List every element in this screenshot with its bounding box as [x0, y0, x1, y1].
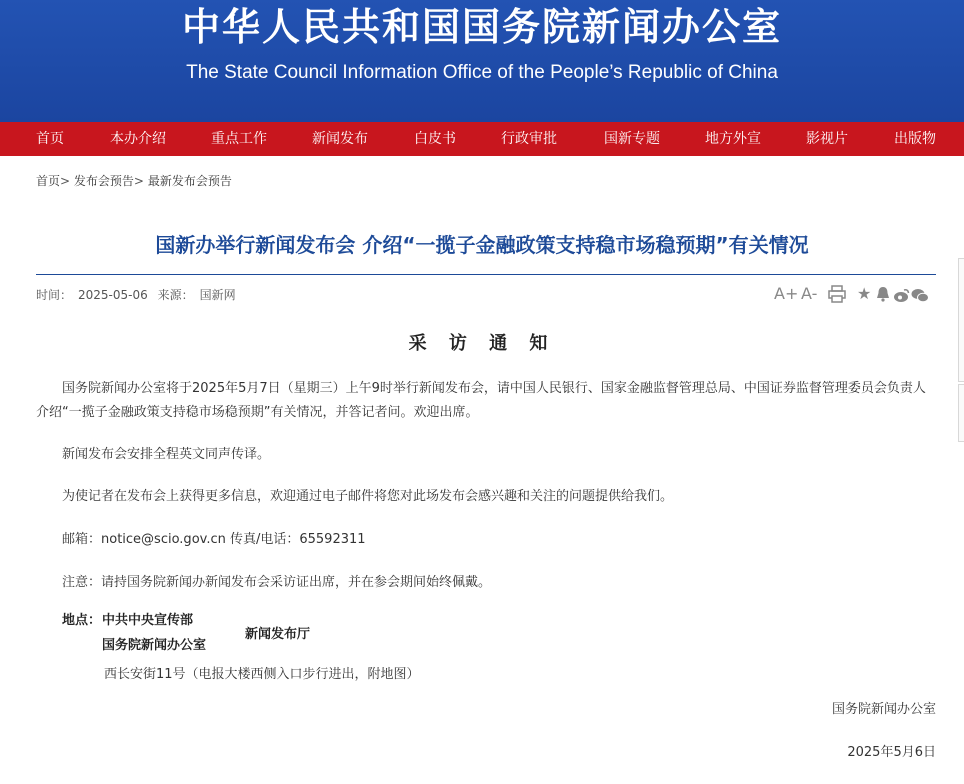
- notice-heading: 采 访 通 知: [408, 333, 556, 354]
- nav-item-admin-approval[interactable]: 行政审批: [501, 131, 557, 147]
- nav-item-films[interactable]: 影视片: [806, 131, 848, 147]
- location-label: 地点：: [62, 613, 102, 628]
- breadcrumb-separator: >: [60, 174, 71, 188]
- nav-item-white-papers[interactable]: 白皮书: [414, 131, 456, 147]
- source-label: 来源：: [157, 288, 194, 302]
- location-hall: 新闻发布厅: [245, 627, 311, 642]
- nav-item-publications[interactable]: 出版物: [894, 131, 936, 147]
- time-value: 2025-05-06: [78, 288, 148, 302]
- breadcrumb-press-preview[interactable]: 发布会预告: [73, 174, 134, 188]
- site-banner: [0, 0, 964, 122]
- source-value: 国新网: [199, 288, 236, 302]
- location-address: 西长安街11号（电报大楼西侧入口步行进出，附地图）: [104, 667, 420, 682]
- breadcrumb-home[interactable]: 首页: [36, 174, 61, 188]
- nav-item-press-release[interactable]: 新闻发布: [312, 131, 368, 147]
- attention-paragraph: 注意：请持国务院新闻办新闻发布会采访证出席，并在参会期间始终佩戴。: [62, 575, 492, 590]
- nav-item-key-work[interactable]: 重点工作: [211, 131, 267, 147]
- time-label: 时间：: [36, 288, 73, 302]
- wechat-icon[interactable]: [911, 286, 929, 310]
- site-title-cn: 中华人民共和国国务院新闻办公室: [181, 5, 782, 49]
- article-tools: [772, 282, 932, 306]
- star-icon[interactable]: ★: [857, 284, 872, 303]
- breadcrumb-separator: >: [133, 174, 144, 188]
- nav-item-about[interactable]: 本办介绍: [110, 131, 166, 147]
- location-org-1: 中共中央宣传部: [102, 613, 194, 628]
- breadcrumb: [36, 172, 232, 190]
- article-meta: [36, 286, 242, 304]
- nav-item-home[interactable]: 首页: [36, 131, 64, 147]
- article-title: 国新办举行新闻发布会 介绍“一揽子金融政策支持稳市场稳预期”有关情况: [155, 233, 809, 257]
- signature-date: 2025年5月6日: [847, 745, 936, 760]
- title-divider: [36, 274, 936, 275]
- nav-item-special-topics[interactable]: 国新专题: [604, 131, 660, 147]
- weibo-icon[interactable]: [893, 286, 910, 310]
- floating-side-widget[interactable]: [958, 258, 964, 382]
- print-icon[interactable]: [828, 285, 846, 310]
- nav-item-local-publicity[interactable]: 地方外宣: [705, 131, 761, 147]
- notice-paragraph-3: 为使记者在发布会上获得更多信息，欢迎通过电子邮件将您对此场发布会感兴趣和关注的问题提供给我们。: [62, 489, 674, 504]
- signature-org: 国务院新闻办公室: [831, 702, 936, 717]
- notice-paragraph-1: 国务院新闻办公室将于2025年5月7日（星期三）上午9时举行新闻发布会，请中国人民银行、国家金融监督管理总局、中国证券监督管理委员会负责人介绍“一揽子金融政策支持稳市场稳预期”有关情况，并答记者问。欢迎出席。: [36, 381, 926, 420]
- bell-icon[interactable]: [875, 285, 891, 309]
- floating-side-widget-2[interactable]: [958, 384, 964, 442]
- breadcrumb-latest-preview[interactable]: 最新发布会预告: [147, 174, 232, 188]
- font-increase-icon[interactable]: A+: [774, 284, 799, 303]
- site-title-en: The State Council Information Office of the People’s Republic of China: [186, 62, 778, 83]
- contact-paragraph: 邮箱：notice@scio.gov.cn 传真/电话：65592311: [62, 532, 366, 547]
- main-nav: [0, 122, 964, 156]
- font-decrease-icon[interactable]: A-: [801, 284, 818, 303]
- location-org-2: 国务院新闻办公室: [102, 638, 207, 653]
- notice-paragraph-2: 新闻发布会安排全程英文同声传译。: [62, 447, 271, 462]
